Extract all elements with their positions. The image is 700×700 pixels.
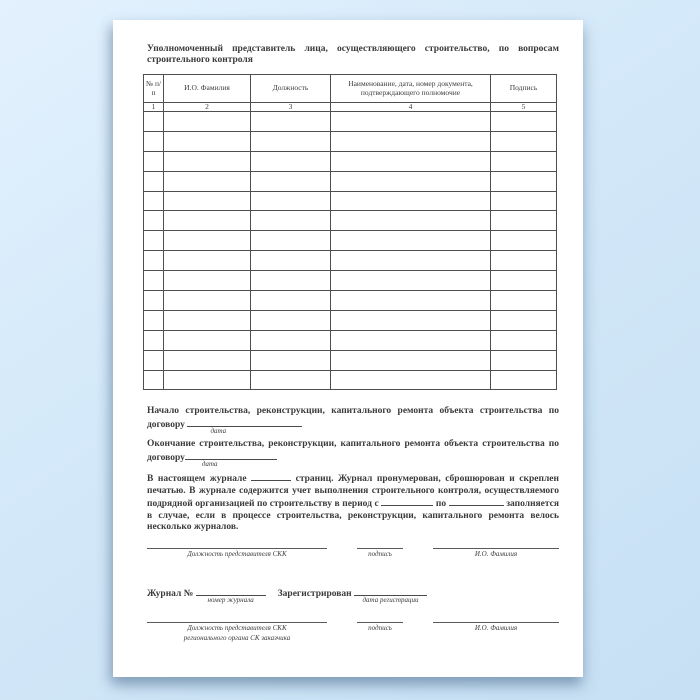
signature-block-first	[147, 548, 559, 559]
empty-cell	[144, 330, 164, 350]
table-row	[144, 151, 557, 171]
start-date-blank	[187, 418, 302, 435]
end-paragraph	[147, 439, 559, 468]
col-header-number: № п/п	[144, 75, 164, 103]
empty-cell	[491, 291, 557, 311]
table-row	[144, 370, 557, 390]
empty-cell	[164, 291, 251, 311]
signature-position-field	[147, 548, 327, 559]
empty-cell	[491, 231, 557, 251]
empty-cell	[144, 151, 164, 171]
empty-cell	[164, 271, 251, 291]
empty-cell	[144, 251, 164, 271]
representatives-table	[143, 74, 557, 390]
signature-position-label: Должность представителя СКК	[187, 549, 287, 558]
table-row	[144, 131, 557, 151]
empty-cell	[164, 211, 251, 231]
table-row	[144, 171, 557, 191]
journal-info-part3: по	[435, 499, 447, 510]
empty-cell	[331, 151, 491, 171]
empty-cell	[251, 131, 331, 151]
signature-line	[357, 548, 403, 549]
period-to-blank	[449, 497, 504, 506]
signature-position-field	[147, 622, 327, 643]
empty-cell	[491, 211, 557, 231]
empty-cell	[331, 112, 491, 132]
empty-cell	[491, 112, 557, 132]
signature-position-label2: регионального органа СК заказчика	[183, 633, 291, 642]
start-date-sublabel: дата	[210, 426, 227, 435]
empty-cell	[331, 171, 491, 191]
empty-cell	[164, 370, 251, 390]
empty-cell	[491, 191, 557, 211]
signature-sign-field	[357, 622, 403, 633]
period-from-blank	[381, 497, 433, 506]
numbering-cell: 2	[164, 103, 251, 112]
empty-cell	[251, 330, 331, 350]
signature-sign-label: подпись	[368, 623, 392, 632]
journal-info-paragraph	[147, 472, 559, 534]
empty-cell	[251, 370, 331, 390]
empty-cell	[144, 131, 164, 151]
empty-cell	[144, 350, 164, 370]
journal-info-part2: страниц. Журнал пронумерован, сброшюрован и скреплен печатью. В журнале содержится учет выполнения строительного контроля, осуществляемого подрядной организацией по строительству в период с	[147, 474, 559, 510]
empty-cell	[251, 231, 331, 251]
empty-cell	[491, 251, 557, 271]
journal-info-part1: В настоящем журнале	[147, 474, 247, 485]
table-row	[144, 291, 557, 311]
empty-cell	[144, 112, 164, 132]
empty-cell	[164, 330, 251, 350]
empty-cell	[491, 310, 557, 330]
empty-cell	[491, 151, 557, 171]
end-date-blank	[185, 451, 277, 468]
empty-cell	[491, 131, 557, 151]
journal-info-part4: заполняется в случае, если в процессе строительства, реконструкции, капитального ремонта велось несколько журналов.	[147, 499, 560, 533]
empty-cell	[144, 271, 164, 291]
empty-cell	[491, 350, 557, 370]
empty-cell	[251, 251, 331, 271]
empty-cell	[164, 191, 251, 211]
table-row	[144, 330, 557, 350]
journal-number-label: Журнал №	[147, 588, 194, 599]
empty-cell	[331, 350, 491, 370]
empty-cell	[144, 191, 164, 211]
numbering-cell: 5	[491, 103, 557, 112]
empty-cell	[491, 370, 557, 390]
registration-date-blank	[354, 587, 427, 604]
col-header-position: Должность	[251, 75, 331, 103]
table-row	[144, 231, 557, 251]
empty-cell	[331, 131, 491, 151]
table-row	[144, 112, 557, 132]
col-header-name: И.О. Фамилия	[164, 75, 251, 103]
empty-cell	[164, 171, 251, 191]
empty-cell	[144, 310, 164, 330]
journal-number-sublabel: номер журнала	[207, 595, 254, 604]
col-header-document: Наименование, дата, номер документа, подтверждающего полномочие	[331, 75, 491, 103]
journal-number-blank	[196, 587, 266, 604]
empty-cell	[251, 151, 331, 171]
registered-label: Зарегистрирован	[277, 588, 352, 599]
empty-cell	[491, 330, 557, 350]
signature-line	[357, 622, 403, 623]
page-content	[147, 44, 559, 643]
empty-cell	[331, 271, 491, 291]
document-page	[113, 20, 583, 677]
empty-cell	[251, 310, 331, 330]
end-text: Окончание строительства, реконструкции, капитального ремонта объекта строительства по договору	[147, 439, 559, 463]
signature-name-field	[433, 622, 559, 633]
table-row	[144, 191, 557, 211]
empty-cell	[164, 231, 251, 251]
table-row	[144, 211, 557, 231]
empty-cell	[331, 211, 491, 231]
registration-row	[147, 587, 559, 604]
empty-cell	[144, 211, 164, 231]
signature-line	[433, 548, 559, 549]
empty-cell	[164, 310, 251, 330]
empty-cell	[491, 171, 557, 191]
table-row	[144, 251, 557, 271]
signature-sign-field	[357, 548, 403, 559]
signature-name-field	[433, 548, 559, 559]
table-row	[144, 310, 557, 330]
empty-cell	[251, 350, 331, 370]
signature-line	[147, 622, 327, 623]
empty-cell	[251, 191, 331, 211]
empty-cell	[251, 171, 331, 191]
empty-cell	[331, 251, 491, 271]
empty-cell	[164, 151, 251, 171]
page-title: Уполномоченный представитель лица, осуществляющего строительство, по вопросам строительного контроля	[147, 44, 559, 65]
signature-line	[147, 548, 327, 549]
signature-sign-label: подпись	[368, 549, 392, 558]
start-paragraph	[147, 406, 559, 435]
registration-date-sublabel: дата регистрации	[362, 595, 419, 604]
empty-cell	[144, 370, 164, 390]
empty-cell	[251, 211, 331, 231]
empty-cell	[331, 330, 491, 350]
empty-cell	[164, 350, 251, 370]
empty-cell	[331, 370, 491, 390]
table-numbering-row	[144, 103, 557, 112]
empty-cell	[251, 271, 331, 291]
signature-name-label: И.О. Фамилия	[474, 623, 518, 632]
numbering-cell: 4	[331, 103, 491, 112]
signature-line	[433, 622, 559, 623]
col-header-signature: Подпись	[491, 75, 557, 103]
start-text: Начало строительства, реконструкции, капитального ремонта объекта строительства по договору	[147, 406, 559, 430]
empty-cell	[164, 131, 251, 151]
table-header-row	[144, 75, 557, 103]
empty-cell	[331, 191, 491, 211]
empty-cell	[144, 231, 164, 251]
signature-position-label: Должность представителя СКК	[187, 623, 287, 632]
signature-block-second	[147, 622, 559, 643]
empty-cell	[331, 310, 491, 330]
empty-cell	[164, 112, 251, 132]
empty-cell	[491, 271, 557, 291]
numbering-cell: 1	[144, 103, 164, 112]
table-row	[144, 271, 557, 291]
signature-name-label: И.О. Фамилия	[474, 549, 518, 558]
empty-cell	[251, 291, 331, 311]
empty-cell	[164, 251, 251, 271]
empty-cell	[331, 291, 491, 311]
end-date-sublabel: дата	[201, 459, 218, 468]
empty-cell	[144, 291, 164, 311]
table-row	[144, 350, 557, 370]
pages-count-blank	[251, 472, 291, 481]
empty-cell	[144, 171, 164, 191]
empty-cell	[251, 112, 331, 132]
empty-cell	[331, 231, 491, 251]
numbering-cell: 3	[251, 103, 331, 112]
